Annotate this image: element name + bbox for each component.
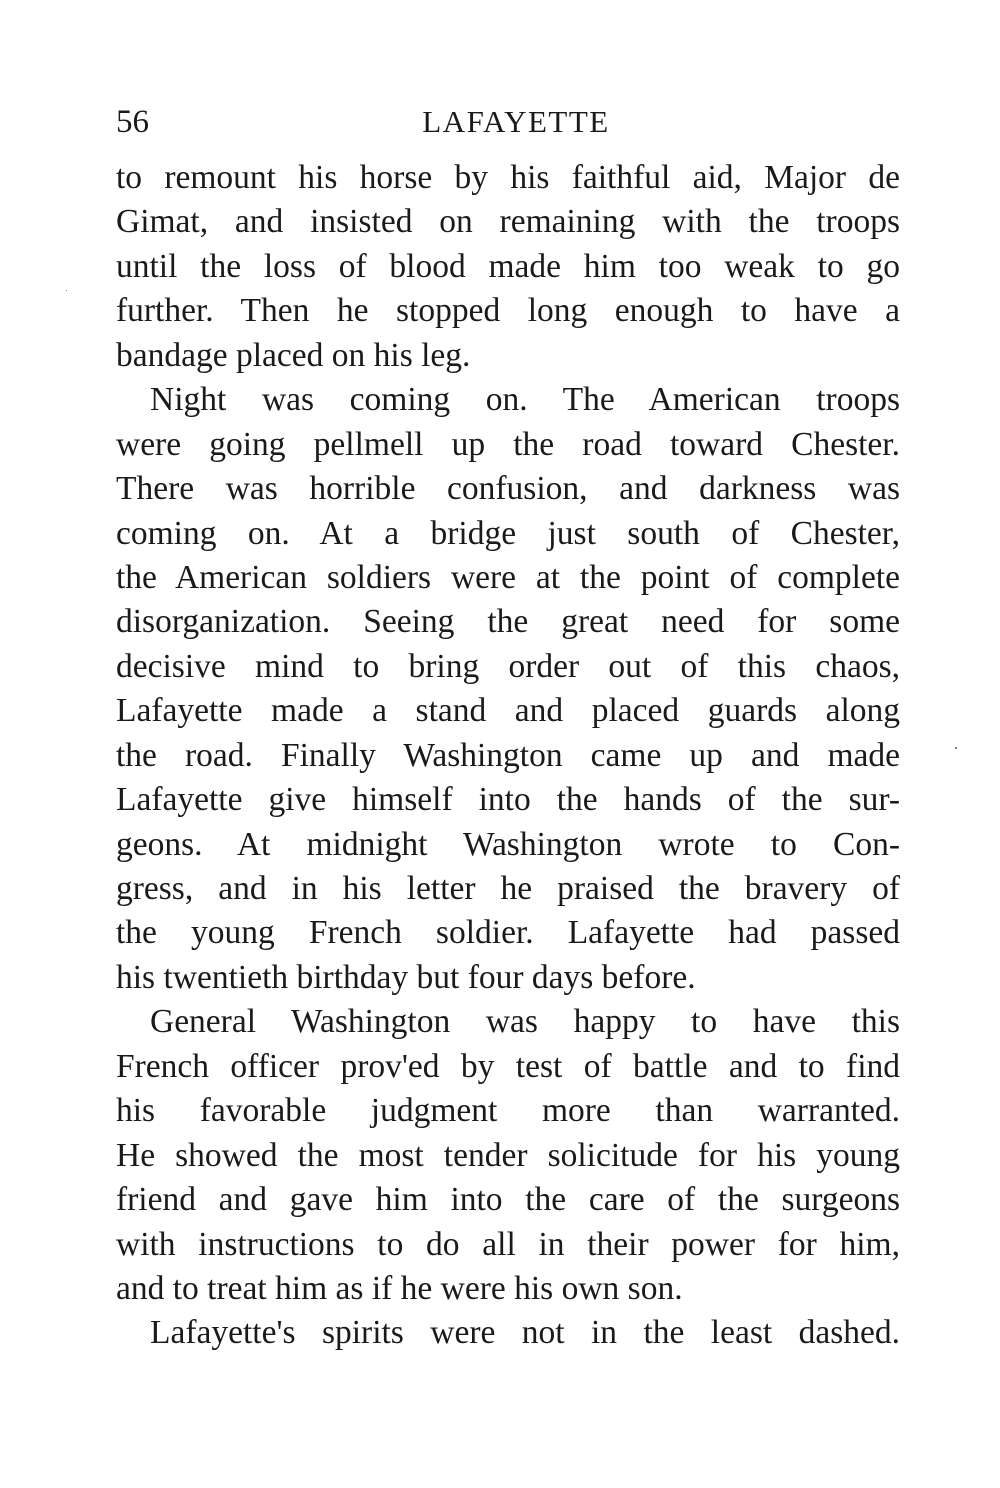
text-line: Lafayette made a stand and placed guards along [116, 692, 900, 730]
text-line: the young French soldier. Lafayette had passed [116, 914, 900, 952]
scan-speck [955, 747, 957, 749]
paragraph [116, 1311, 900, 1355]
text-line: his twentieth birthday but four days before. [116, 958, 696, 996]
page-number: 56 [116, 104, 149, 140]
text-line: French officer prov'ed by test of battle and to find [116, 1047, 900, 1085]
text-line: gress, and in his letter he praised the bravery of [116, 870, 900, 907]
text-line: coming on. At a bridge just south of Chester, [116, 514, 900, 552]
text-line: and to treat him as if he were his own son. [116, 1269, 683, 1307]
text-line: Night was coming on. The American troops [150, 381, 900, 419]
text-line: the road. Finally Washington came up and made [116, 736, 900, 774]
text-line: He showed the most tender solicitude for his young [116, 1136, 900, 1174]
text-line: There was horrible confusion, and darkness was [116, 470, 900, 508]
text-line: were going pellmell up the road toward Chester. [116, 425, 900, 463]
text-line: General Washington was happy to have this [150, 1003, 900, 1041]
text-line: friend and gave him into the care of the surgeons [116, 1181, 900, 1219]
text-line: Lafayette give himself into the hands of the sur- [116, 781, 900, 819]
text-line: decisive mind to bring order out of this chaos, [116, 647, 900, 685]
paragraph [116, 378, 900, 1000]
text-line: the American soldiers were at the point of complete [116, 558, 900, 596]
book-page [116, 100, 900, 1356]
text-line: until the loss of blood made him too weak to go [116, 247, 900, 285]
text-line: to remount his horse by his faithful aid, Major de [116, 159, 900, 196]
body-text [116, 156, 900, 1356]
paragraph [116, 1000, 900, 1311]
text-line: Lafayette's spirits were not in the least dashed. [150, 1314, 900, 1352]
text-line: bandage placed on his leg. [116, 336, 471, 374]
text-line: Gimat, and insisted on remaining with the troops [116, 203, 900, 241]
running-head [116, 100, 900, 156]
text-line: further. Then he stopped long enough to have a [116, 292, 900, 330]
scan-speck [66, 290, 67, 291]
text-line: with instructions to do all in their power for him, [116, 1225, 900, 1263]
text-line: his favorable judgment more than warranted. [116, 1092, 900, 1130]
text-line: geons. At midnight Washington wrote to Con- [116, 825, 900, 863]
running-title: LAFAYETTE [422, 104, 610, 139]
text-line: disorganization. Seeing the great need for some [116, 603, 900, 641]
paragraph [116, 156, 900, 378]
